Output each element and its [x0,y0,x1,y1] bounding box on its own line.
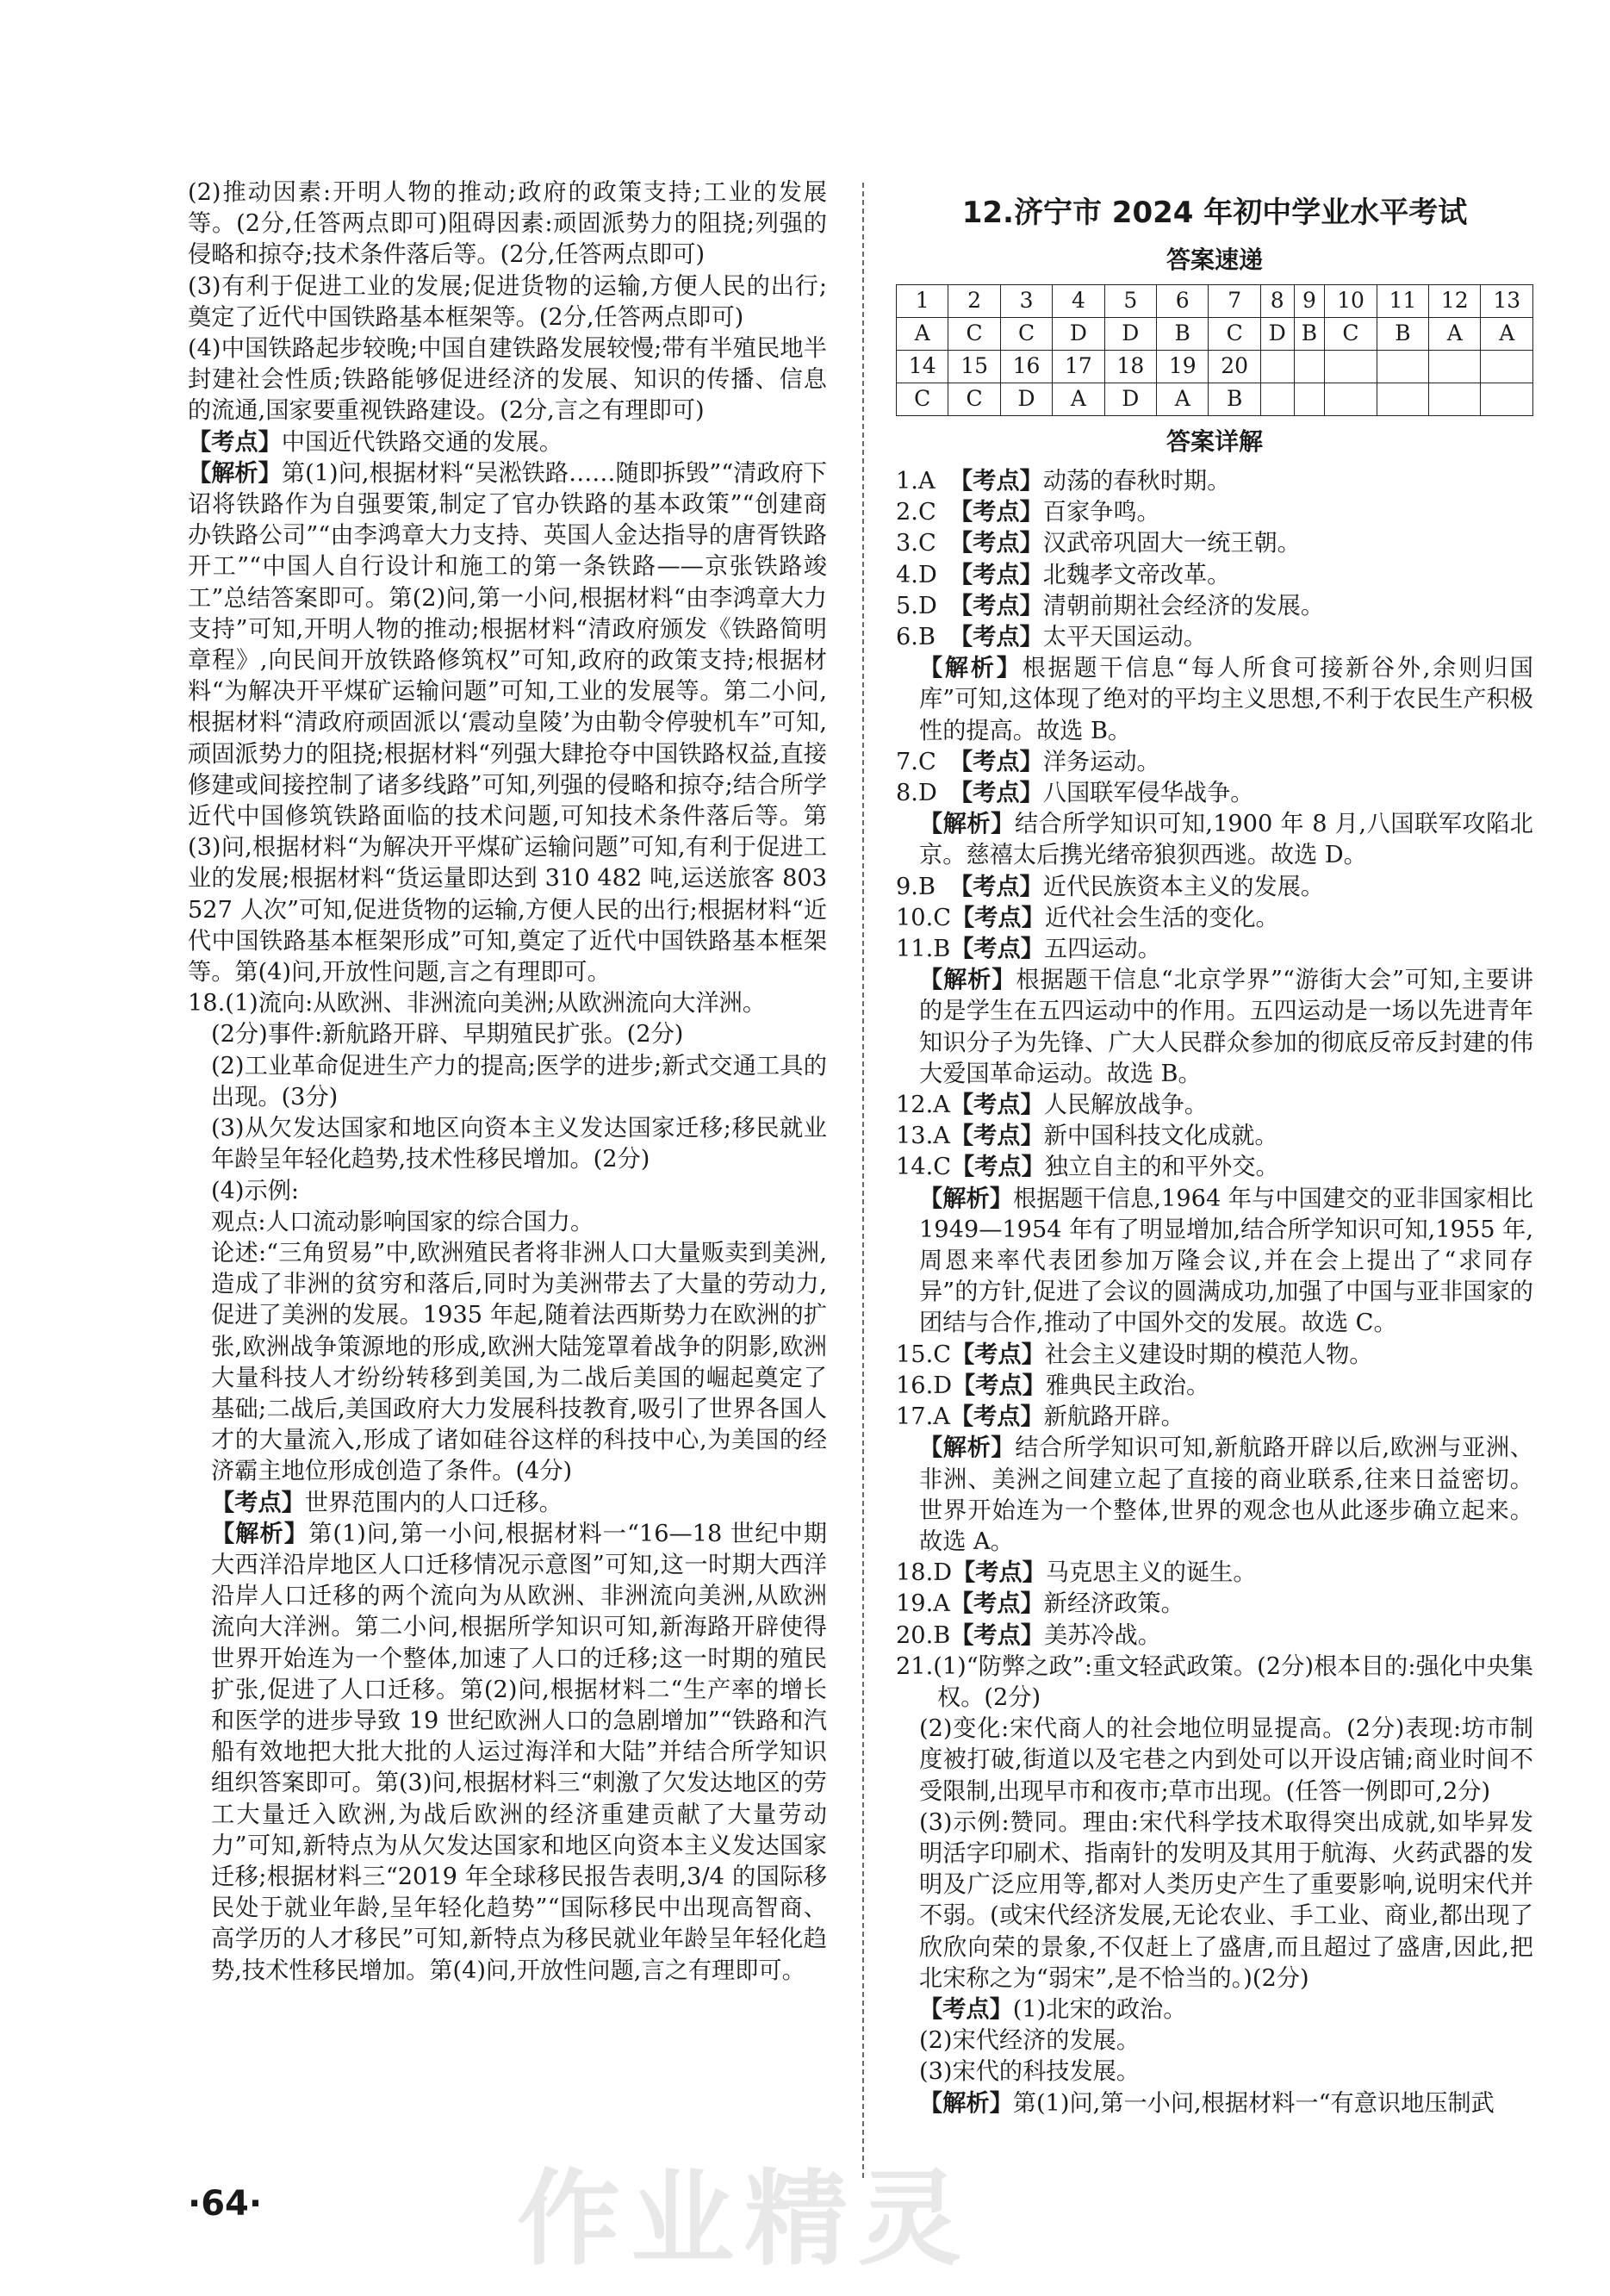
answer-list [896,1340,1533,1434]
answer-table-row-numbers [897,285,1533,318]
knowledge-text: 雅典民主政治。 [1045,1372,1210,1399]
q17-knowledge-point [188,427,827,458]
answer-table-cell: A [897,318,948,351]
knowledge-text: 世界范围内的人口迁移。 [304,1489,563,1516]
answer-number: 11.B [896,936,951,963]
knowledge-label: 【考点】 [949,1590,1044,1618]
q18-knowledge-point [188,1488,827,1519]
answer-table-cell: C [948,383,1000,416]
q21-part3-answer: (3)示例:赞同。理由:宋代科学技术取得突出成就,如毕昇发明活字印刷术、指南针的发明及其用于航海、火药武器的发明及广泛应用等,都对人类历史产生了重要影响,说明宋代并不弱。(或宋代经济发展,无论农业、手工业、商业,都出现了欣欣向荣的景象,不仅赶上了盛唐,而且超过了盛唐,因此,把北宋称之为“弱宋”,是不恰当的。)(2分) [919,1808,1533,1992]
answer-table-cell: 14 [897,351,948,383]
answer-table-cell: 17 [1053,351,1104,383]
q18-part1-answer: 18.(1)流向:从欧洲、非洲流向美洲;从欧洲流向大洋洲。 [188,990,767,1017]
knowledge-text: 动荡的春秋时期。 [1042,468,1231,495]
q21-part1-answer: 21.(1)“防弊之政”:重文轻武政策。(2分)根本目的:强化中央集权。(2分) [896,1652,1533,1711]
answer-table-cell: A [1481,318,1533,351]
answer-item [896,1402,1533,1433]
answer-table-cell: C [1209,318,1260,351]
answer-table-cell: 4 [1053,285,1104,318]
knowledge-text: 新航路开辟。 [1043,1403,1184,1431]
answer-table-cell: B [1157,318,1209,351]
answer-table-cell [1429,351,1481,383]
answer-table-row-numbers [897,351,1533,383]
answer-table-cell: 5 [1104,285,1156,318]
knowledge-text: (1)北宋的政治。 [1012,1995,1187,2023]
answer-number: 2.C [896,499,936,526]
knowledge-text: 洋务运动。 [1042,748,1160,775]
knowledge-text: 新经济政策。 [1043,1590,1184,1618]
answer-number: 5.D [896,592,937,619]
analysis-text: 第(1)问,第一小问,根据材料一“16—18 世纪中期大西洋沿岸地区人口迁移情况示意图”可知,这一时期大西洋沿岸人口迁移的两个流向为从欧洲、非洲流向美洲,从欧洲流向大洋洲。第二小问,根据所学知识可知,新海路开辟使得世界开始连为一个整体,加速了人口的迁移;这一时期的殖民扩张,促进了人口迁移。第(2)问,根据材料二“生产率的增长和医学的进步导致 19 世纪欧洲人口的急剧增加”“铁路和汽船有效地把大批大批的人运过海洋和大陆”并结合所学知识组织答案即可。第(3)问,根据材料三“刺激了欠发达地区的劳工大量迁入欧洲,为战后欧洲的经济重建贡献了大量劳动力”可知,新特点为从欠发达国家和地区向资本主义发达国家迁移;根据材料三“2019 年全球移民报告表明,3/4 的国际移民处于就业年龄,呈年轻化趋势”“国际移民中出现高智商、高学历的人才移民”可知,新特点为移民就业年龄呈年轻化趋势,技术性移民增加。第(4)问,开放性问题,言之有理即可。 [211,1520,827,1984]
left-column [188,177,827,1987]
answer-item [896,497,1533,528]
answer-table-cell: D [1053,318,1104,351]
knowledge-label: 【考点】 [949,1092,1044,1119]
quick-answers-heading: 答案速递 [1166,246,1263,274]
answer-table-cell: 18 [1104,351,1156,383]
answer-item [896,1121,1533,1152]
analysis-label: 【解析】 [919,967,1016,994]
answer-number: 12.A [896,1092,950,1119]
knowledge-label: 【考点】 [949,780,1043,807]
answer-table-cell: A [1429,318,1481,351]
knowledge-label: 【考点】 [949,873,1043,900]
q17-part3-answer: (3)有利于促进工业的发展;促进货物的运输,方便人民的出行;奠定了近代中国铁路基本框架等。(2分,任答两点即可) [188,272,827,331]
answer-number: 19.A [896,1590,950,1618]
answer-number: 6.B [896,624,936,651]
q18-part3-answer: (3)从欠发达国家和地区向资本主义发达国家迁移;移民就业年龄呈年轻化趋势,技术性移民增加。(2分) [211,1115,827,1173]
answer-number: 15.C [896,1341,952,1368]
q17-right-analysis [896,1433,1533,1558]
knowledge-text: 五四运动。 [1043,936,1161,963]
answer-number: 3.C [896,530,936,557]
analysis-text: 第(1)问,根据材料“吴淞铁路……随即拆毁”“清政府下诏将铁路作为自强要策,制定了官办铁路的基本政策”“创建商办铁路公司”“由李鸿章大力支持、英国人金达指导的唐胥铁路开工”“中国人自行设计和施工的第一条铁路——京张铁路竣工”总结答案即可。第(2)问,第一小问,根据材料“由李鸿章大力支持”可知,开明人物的推动;根据材料“清政府颁发《铁路简明章程》,向民间开放铁路修筑权”可知,政府的政策支持;根据材料“为解决开平煤矿运输问题”可知,工业的发展等。第二小问,根据材料“清政府顽固派以‘震动皇陵’为由勒令停驶机车”可知,顽固派势力的阻挠;根据材料“列强大肆抢夺中国铁路权益,直接修建或间接控制了诸多线路”可知,列强的侵略和掠夺;结合所学近代中国修筑铁路面临的技术问题,可知技术条件落后等。第(3)问,根据材料“为解决开平煤矿运输问题”可知,有利于促进工业的发展;根据材料“货运量即达到 310 482 吨,运送旅客 803 527 人次”可知,促进货物的运输,方便人民的出行;根据材料“近代中国铁路基本框架形成”可知,奠定了近代中国铁路基本框架等。第(4)问,开放性问题,言之有理即可。 [188,459,827,986]
answer-table-cell: 7 [1209,285,1260,318]
exam-title: 12.济宁市 2024 年初中学业水平考试 [961,196,1468,230]
knowledge-label: 【考点】 [188,428,282,456]
knowledge-text: 美苏冷战。 [1043,1621,1161,1649]
answer-item [896,1152,1533,1183]
analysis-label: 【解析】 [919,2089,1013,2117]
q17-part4-answer: (4)中国铁路起步较晚;中国自建铁路发展较慢;带有半殖民地半封建社会性质;铁路能够促进经济的发展、知识的传播、信息的流通,国家要重视铁路建设。(2分,言之有理即可) [188,335,827,425]
answer-item [896,591,1533,622]
q18-viewpoint: 观点:人口流动影响国家的综合国力。 [211,1208,594,1235]
knowledge-text: 人民解放战争。 [1043,1092,1208,1119]
analysis-label: 【解析】 [919,655,1023,682]
answer-item [896,466,1533,497]
knowledge-label: 【考点】 [211,1489,305,1516]
q18-part4-header: (4)示例: [211,1177,300,1204]
answer-table-cell: 11 [1377,285,1428,318]
answer-number: 16.D [896,1372,953,1399]
knowledge-text: 百家争鸣。 [1042,499,1160,526]
answer-item [896,1371,1533,1402]
answer-item [896,1558,1533,1589]
knowledge-label: 【考点】 [919,1995,1013,2023]
q18-analysis [188,1519,827,1987]
column-divider [862,183,864,2178]
q18-argument: 论述:“三角贸易”中,欧洲殖民者将非洲人口大量贩卖到美洲,造成了非洲的贫穷和落后,同时为美洲带去了大量的劳动力,促进了美洲的发展。1935 年起,随着法西斯势力在欧洲的扩张,欧洲战争策源地的形成,欧洲大陆笼罩着战争的阴影,欧洲大量科技人才纷纷转移到美国,为二战后美国的崛起奠定了基础;二战后,美国政府大力发展科技教育,吸引了世界各国人才的大量流入,形成了诸如硅谷这样的科技中心,为美国的经济霸主地位形成创造了条件。(4分) [211,1239,827,1485]
answer-table-cell [1325,351,1377,383]
knowledge-label: 【考点】 [951,1341,1045,1368]
knowledge-label: 【考点】 [951,904,1045,931]
knowledge-label: 【考点】 [949,1123,1044,1150]
analysis-text: 第(1)问,第一小问,根据材料一“有意识地压制武 [1012,2089,1495,2117]
answer-item [896,622,1533,653]
answer-item [896,778,1533,809]
answer-item [896,1589,1533,1620]
knowledge-label: 【考点】 [949,468,1043,495]
answer-item [896,747,1533,778]
answer-item [896,934,1533,965]
knowledge-text: 近代社会生活的变化。 [1044,904,1279,931]
knowledge-label: 【考点】 [950,936,1044,963]
answer-table-cell: 13 [1481,285,1533,318]
q14-analysis [896,1184,1533,1340]
answer-number: 17.A [896,1403,950,1431]
analysis-text: 结合所学知识可知,1900 年 8 月,八国联军攻陷北京。慈禧太后携光绪帝狼狈西逃。故选 D。 [919,811,1533,869]
q21-part2-answer: (2)变化:宋代商人的社会地位明显提高。(2分)表现:坊市制度被打破,街道以及宅巷之内到处可以开设店铺;商业时间不受限制,出现早市和夜市;草市出现。(任答一例即可,2分) [919,1715,1533,1805]
answer-table-cell: A [1053,383,1104,416]
knowledge-label: 【考点】 [949,499,1043,526]
answer-table-cell: 15 [948,351,1000,383]
answer-list [896,466,1533,653]
answer-table-cell: C [897,383,948,416]
answer-number: 13.A [896,1123,950,1150]
knowledge-text: 汉武帝巩固大一统王朝。 [1042,530,1301,557]
answer-list [896,1558,1533,1652]
answer-item [896,1621,1533,1652]
knowledge-text: 独立自主的和平外交。 [1044,1154,1279,1181]
q18-part2-answer: (2)工业革命促进生产力的提高;医学的进步;新式交通工具的出现。(3分) [211,1052,827,1111]
answer-item [896,1340,1533,1371]
knowledge-text: 北魏孝文帝改革。 [1042,561,1231,588]
answer-table-cell [1481,351,1533,383]
analysis-label: 【解析】 [919,1434,1016,1462]
answer-number: 8.D [896,780,937,807]
answer-item [896,872,1533,903]
q21-knowledge-point [896,1994,1533,2025]
knowledge-text: 中国近代铁路交通的发展。 [281,428,563,456]
q21-knowledge-point-2: (2)宋代经济的发展。 [919,2027,1141,2055]
knowledge-label: 【考点】 [949,624,1043,651]
q6-analysis [896,653,1533,747]
analysis-text: 根据题干信息,1964 年与中国建交的亚非国家相比 1949—1954 年有了明显增加,结合所学知识可知,1955 年,周恩来率代表团参加万隆会议,并在会上提出了“求同存异”的方针,促进了会议的圆满成功,加强了中国与亚非国家的团结与合作,推动了中国外交的发展。故选 C。 [919,1185,1533,1337]
analysis-label: 【解析】 [188,459,282,487]
answer-table-row-answers [897,383,1533,416]
answer-table-cell [1377,383,1428,416]
answer-item [896,1090,1533,1121]
answer-table-cell: C [1325,318,1377,351]
knowledge-label: 【考点】 [950,1621,1044,1649]
answer-number: 18.D [896,1559,953,1587]
answer-item [896,903,1533,934]
knowledge-label: 【考点】 [952,1559,1046,1587]
knowledge-text: 近代民族资本主义的发展。 [1042,873,1325,900]
answer-table-cell: 6 [1157,285,1209,318]
knowledge-label: 【考点】 [949,1403,1044,1431]
analysis-text: 根据题干信息“北京学界”“游街大会”可知,主要讲的是学生在五四运动中的作用。五四运动是一场以先进青年知识分子为先锋、广大人民群众参加的彻底反帝反封建的伟大爱国革命运动。故选 B。 [919,967,1533,1087]
answer-number: 1.A [896,468,936,495]
answer-number: 10.C [896,904,952,931]
page-number: ·64· [188,2184,263,2224]
answer-table-cell: 19 [1157,351,1209,383]
answer-table-cell: C [948,318,1000,351]
answer-item [896,560,1533,591]
knowledge-text: 马克思主义的诞生。 [1045,1559,1257,1587]
answer-table-cell [1429,383,1481,416]
answer-number: 9.B [896,873,936,900]
answer-table-cell: D [1260,318,1294,351]
answer-table-cell: D [1104,318,1156,351]
knowledge-text: 社会主义建设时期的模范人物。 [1044,1341,1373,1368]
knowledge-label: 【考点】 [952,1372,1046,1399]
q21-knowledge-point-3: (3)宋代的科技发展。 [919,2058,1141,2086]
analysis-text: 结合所学知识可知,新航路开辟以后,欧洲与亚洲、非洲、美洲之间建立起了直接的商业联系,往来日益密切。世界开始连为一个整体,世界的观念也从此逐步确立起来。故选 A。 [919,1434,1533,1555]
answer-number: 4.D [896,561,937,588]
answer-table-cell: 9 [1294,285,1325,318]
q8-analysis [896,809,1533,871]
answer-table-cell [1377,351,1428,383]
analysis-label: 【解析】 [211,1520,309,1547]
q21-analysis [896,2088,1533,2119]
answer-table-row-answers [897,318,1533,351]
answer-table-cell: A [1157,383,1209,416]
watermark: 作业精灵 [517,2160,972,2280]
answer-number: 20.B [896,1621,951,1649]
answer-table-cell [1325,383,1377,416]
answer-table-cell [1260,351,1294,383]
q18-part1-score: (2分)事件:新航路开辟、早期殖民扩张。(2分) [211,1021,684,1048]
q17-analysis [188,458,827,988]
answer-table-cell [1294,351,1325,383]
answer-table-cell: 16 [1000,351,1052,383]
knowledge-label: 【考点】 [949,592,1043,619]
knowledge-label: 【考点】 [949,748,1043,775]
answer-table-cell: 2 [948,285,1000,318]
answer-item [896,528,1533,559]
answer-table-cell: 10 [1325,285,1377,318]
answer-number: 14.C [896,1154,952,1181]
knowledge-text: 新中国科技文化成就。 [1043,1123,1278,1150]
knowledge-text: 清朝前期社会经济的发展。 [1042,592,1325,619]
answer-table-cell: 3 [1000,285,1052,318]
answer-table-cell: B [1294,318,1325,351]
answer-table-cell: D [1104,383,1156,416]
q11-analysis [896,965,1533,1090]
analysis-text: 根据题干信息“每人所食可接新谷外,余则归国库”可知,这体现了绝对的平均主义思想,不利于农民生产积极性的提高。故选 B。 [919,655,1533,744]
answer-table-cell: B [1377,318,1428,351]
answer-table-cell: 1 [897,285,948,318]
answer-list [896,872,1533,966]
answer-table-cell [1481,383,1533,416]
right-column [896,184,1533,2119]
answer-table-cell: B [1209,383,1260,416]
knowledge-label: 【考点】 [949,561,1043,588]
answer-table-cell: 8 [1260,285,1294,318]
answer-table [896,284,1533,416]
analysis-label: 【解析】 [919,1185,1013,1212]
answer-table-cell: D [1000,383,1052,416]
answer-table-cell: 12 [1429,285,1481,318]
analysis-label: 【解析】 [919,811,1015,838]
answer-table-cell: C [1000,318,1052,351]
answer-list [896,747,1533,809]
answer-list [896,1090,1533,1184]
answer-table-cell: 20 [1209,351,1260,383]
detailed-answers-heading: 答案详解 [1166,427,1263,456]
knowledge-label: 【考点】 [951,1154,1045,1181]
knowledge-text: 八国联军侵华战争。 [1042,780,1254,807]
answer-table-cell [1260,383,1294,416]
answer-number: 7.C [896,748,936,775]
q17-part2-answer: (2)推动因素:开明人物的推动;政府的政策支持;工业的发展等。(2分,任答两点即可)阻碍因素:顽固派势力的阻挠;列强的侵略和掠夺;技术条件落后等。(2分,任答两点即可) [188,179,827,269]
knowledge-label: 【考点】 [949,530,1043,557]
answer-table-cell [1294,383,1325,416]
knowledge-text: 太平天国运动。 [1042,624,1208,651]
